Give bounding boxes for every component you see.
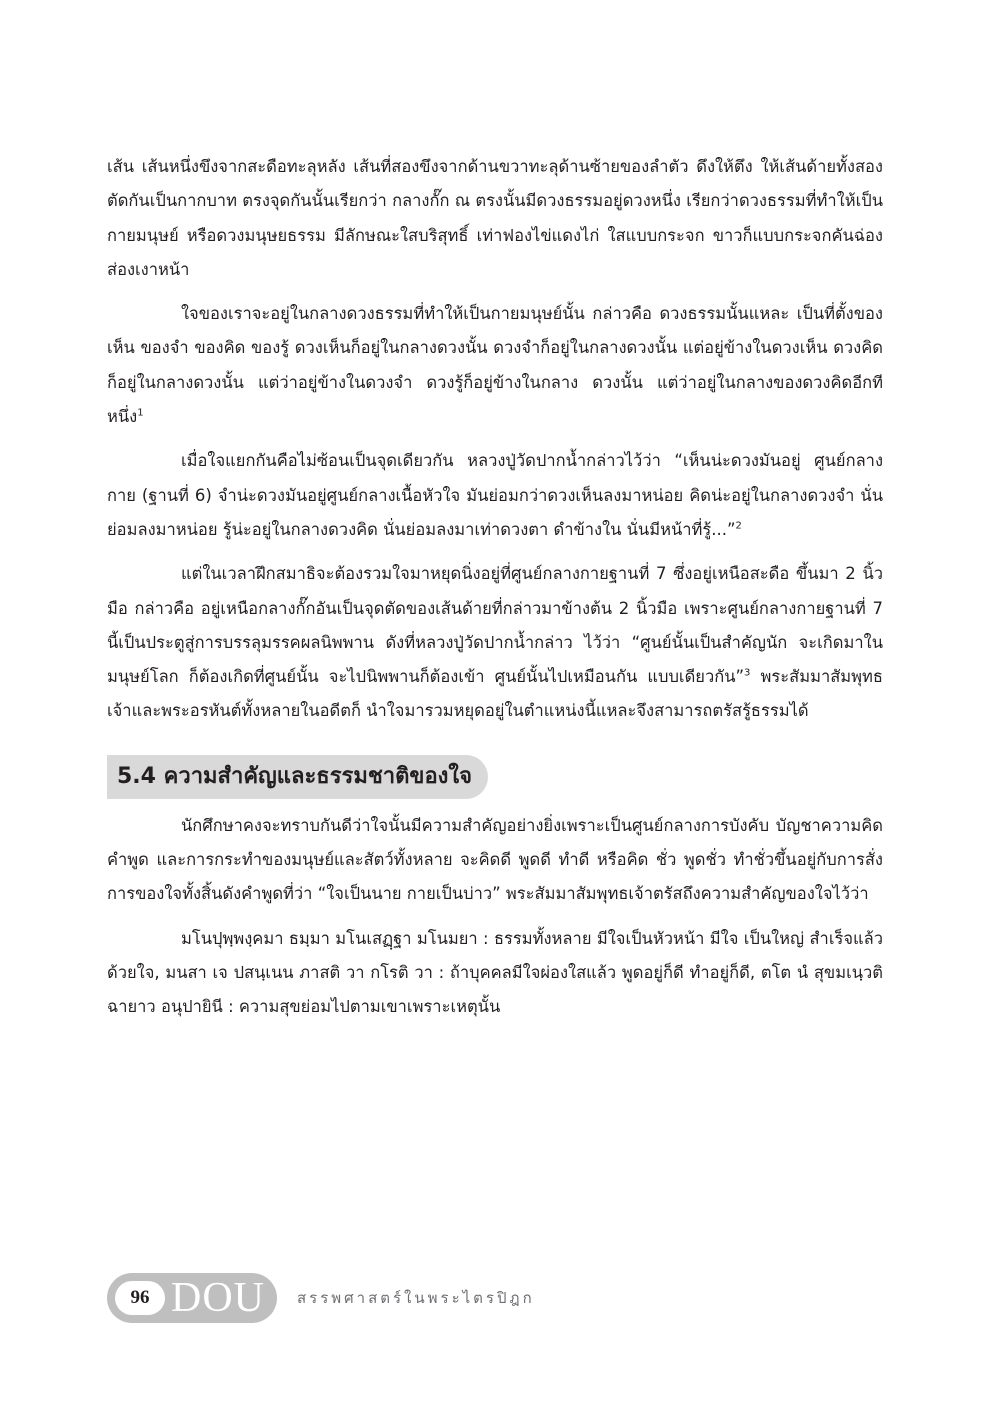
paragraph-4-continuation: พระสัมมาสัมพุทธเจ้าและพระอรหันต์ทั้งหลายในอดีตก็ นำใจมารวมหยุดอยู่ในตำแหน่งนี้แหละจึงสามารถตรัสรู้ธรรมได้ xyxy=(107,667,883,721)
paragraph-4 xyxy=(107,557,883,728)
dou-logo: DOU xyxy=(171,1275,265,1321)
paragraph-3-text: เมื่อใจแยกกันคือไม่ซ้อนเป็นจุดเดียวกัน หลวงปู่วัดปากน้ำกล่าวไว้ว่า “เห็นน่ะดวงมันอยู่ ศูนย์กลางกาย (ฐานที่ 6) จำน่ะดวงมันอยู่ศูนย์กลางเนื้อหัวใจ มันย่อมกว่าดวงเห็นลงมาหน่อย คิดน่ะอยู่ในกลางดวงจำ นั่นย่อมลงมาหน่อย รู้น่ะอยู่ในกลางดวงคิด นั่นย่อมลงมาเท่าดวงตา ดำข้างใน นั่นมีหน้าที่รู้...” xyxy=(107,451,883,539)
paragraph-1 xyxy=(107,150,883,287)
book-title: สรรพศาสตร์ในพระไตรปิฎก xyxy=(297,1289,535,1307)
paragraph-2-text: ใจของเราจะอยู่ในกลางดวงธรรมที่ทำให้เป็นกายมนุษย์นั้น กล่าวคือ ดวงธรรมนั้นแหละ เป็นที่ตั้งของเห็น ของจำ ของคิด ของรู้ ดวงเห็นก็อยู่ในกลางดวงนั้น ดวงจำก็อยู่ในกลางดวงนั้น แต่อยู่ข้างในดวงเห็น ดวงคิดก็อยู่ในกลางดวงนั้น แต่ว่าอยู่ข้างในดวงจำ ดวงรู้ก็อยู่ข้างในกลาง ดวงนั้น แต่ว่าอยู่ในกลางของดวงคิดอีกทีหนึ่ง xyxy=(107,304,883,427)
paragraph-2 xyxy=(107,297,883,434)
footnote-marker-1: 1 xyxy=(137,407,144,419)
section-paragraph-2-text: มโนปุพฺพงฺคมา ธมฺมา มโนเสฏฺฐา มโนมยา : ธรรมทั้งหลาย มีใจเป็นหัวหน้า มีใจ เป็นใหญ่ สำเร็จแล้วด้วยใจ, มนสา เจ ปสนฺเนน ภาสติ วา กโรติ วา : ถ้าบุคคลมีใจผ่องใสแล้ว พูดอยู่ก็ดี ทำอยู่ก็ดี, ตโต นํ สุขมเนฺวติ ฉายาว อนุปายินี : ความสุขย่อมไปตามเขาเพราะเหตุนั้น xyxy=(107,928,883,1017)
main-content xyxy=(107,150,883,1041)
section-paragraph-1 xyxy=(107,809,883,912)
section-paragraph-2 xyxy=(107,922,883,1025)
footnote-marker-2: 2 xyxy=(735,520,742,532)
section-heading: 5.4 ความสำคัญและธรรมชาติของใจ xyxy=(107,755,488,799)
footnote-marker-3: 3 xyxy=(744,667,751,679)
paragraph-1-text: เส้น เส้นหนึ่งขึงจากสะดือทะลุหลัง เส้นที่สองขึงจากด้านขวาทะลุด้านซ้ายของลำตัว ดึงให้ตึง ให้เส้นด้ายทั้งสองตัดกันเป็นกากบาท ตรงจุดกันนั้นเรียกว่า กลางกั๊ก ณ ตรงนั้นมีดวงธรรมอยู่ดวงหนึ่ง เรียกว่าดวงธรรมที่ทำให้เป็นกายมนุษย์ หรือดวงมนุษยธรรม มีลักษณะใสบริสุทธิ์ เท่าฟองไข่แดงไก่ ใสแบบกระจก ขาวก็แบบกระจกคันฉ่องส่องเงาหน้า xyxy=(107,157,883,279)
page-number: 96 xyxy=(115,1281,165,1315)
footer-badge xyxy=(107,1273,277,1323)
paragraph-4-text: แต่ในเวลาฝึกสมาธิจะต้องรวมใจมาหยุดนิ่งอยู่ที่ศูนย์กลางกายฐานที่ 7 ซึ่งอยู่เหนือสะดือ ขึ้นมา 2 นิ้วมือ กล่าวคือ อยู่เหนือกลางกั๊กอันเป็นจุดตัดของเส้นด้ายที่กล่าวมาข้างต้น 2 นิ้วมือ เพราะศูนย์กลางกายฐานที่ 7 นี้เป็นประตูสู่การบรรลุมรรคผลนิพพาน ดังที่หลวงปู่วัดปากน้ำกล่าว ไว้ว่า “ศูนย์นั้นเป็นสำคัญนัก จะเกิดมาในมนุษย์โลก ก็ต้องเกิดที่ศูนย์นั้น จะไปนิพพานก็ต้องเข้า ศูนย์นั้นไปเหมือนกัน แบบเดียวกัน” xyxy=(107,564,883,687)
paragraph-3 xyxy=(107,444,883,547)
section-paragraph-1-text: นักศึกษาคงจะทราบกันดีว่าใจนั้นมีความสำคัญอย่างยิ่งเพราะเป็นศูนย์กลางการบังคับ บัญชาความคิดคำพูด และการกระทำของมนุษย์และสัตว์ทั้งหลาย จะคิดดี พูดดี ทำดี หรือคิด ชั่ว พูดชั่ว ทำชั่วขึ้นอยู่กับการสั่งการของใจทั้งสิ้นดังคำพูดที่ว่า “ใจเป็นนาย กายเป็นบ่าว” พระสัมมาสัมพุทธเจ้าตรัสถึงความสำคัญของใจไว้ว่า xyxy=(107,815,883,904)
page-footer xyxy=(107,1273,535,1323)
